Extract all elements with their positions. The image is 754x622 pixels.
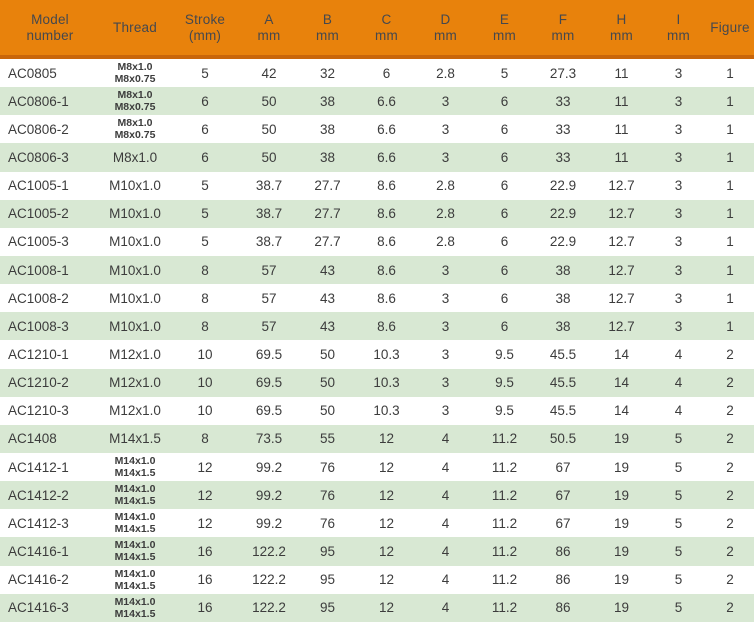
cell-model: AC1008-1 [0,256,100,284]
table-row [0,115,754,143]
cell-a: 73.5 [240,425,298,453]
table-row [0,566,754,594]
cell-i: 3 [651,57,706,87]
cell-figure: 1 [706,115,754,143]
cell-e: 6 [475,284,534,312]
cell-thread: M10x1.0 [100,256,170,284]
cell-b: 95 [298,537,357,565]
cell-figure: 1 [706,284,754,312]
cell-b: 27.7 [298,200,357,228]
table-row [0,509,754,537]
cell-h: 19 [592,537,651,565]
cell-i: 3 [651,312,706,340]
cell-stroke: 6 [170,143,240,171]
cell-b: 55 [298,425,357,453]
cell-i: 3 [651,172,706,200]
table-row [0,256,754,284]
cell-a: 57 [240,312,298,340]
cell-e: 11.2 [475,594,534,622]
table-row [0,537,754,565]
cell-b: 27.7 [298,228,357,256]
cell-model: AC0806-2 [0,115,100,143]
cell-model: AC1005-1 [0,172,100,200]
cell-h: 19 [592,453,651,481]
header-cell-thread: Thread [100,0,170,57]
cell-model: AC1412-3 [0,509,100,537]
table-row [0,57,754,87]
cell-a: 122.2 [240,537,298,565]
cell-stroke: 8 [170,256,240,284]
cell-e: 5 [475,57,534,87]
cell-i: 3 [651,228,706,256]
cell-c: 6.6 [357,115,416,143]
table-row [0,312,754,340]
cell-c: 10.3 [357,369,416,397]
cell-e: 11.2 [475,537,534,565]
cell-e: 6 [475,172,534,200]
cell-thread: M14x1.0 M14x1.5 [100,509,170,537]
cell-f: 33 [534,87,592,115]
cell-model: AC1416-3 [0,594,100,622]
cell-i: 5 [651,537,706,565]
cell-a: 99.2 [240,509,298,537]
cell-thread: M14x1.5 [100,425,170,453]
table-row [0,284,754,312]
cell-stroke: 5 [170,228,240,256]
cell-h: 14 [592,369,651,397]
cell-model: AC1008-2 [0,284,100,312]
cell-figure: 1 [706,172,754,200]
cell-b: 50 [298,340,357,368]
cell-a: 122.2 [240,566,298,594]
table-row [0,425,754,453]
header-cell-f: F mm [534,0,592,57]
cell-d: 4 [416,594,475,622]
cell-a: 69.5 [240,397,298,425]
cell-stroke: 10 [170,369,240,397]
table-row [0,87,754,115]
cell-d: 2.8 [416,200,475,228]
cell-f: 45.5 [534,369,592,397]
cell-thread: M12x1.0 [100,397,170,425]
cell-d: 4 [416,425,475,453]
cell-figure: 1 [706,256,754,284]
cell-c: 12 [357,425,416,453]
cell-thread: M14x1.0 M14x1.5 [100,537,170,565]
cell-figure: 2 [706,481,754,509]
cell-figure: 1 [706,228,754,256]
cell-e: 11.2 [475,566,534,594]
cell-d: 3 [416,256,475,284]
cell-b: 95 [298,594,357,622]
cell-f: 45.5 [534,397,592,425]
cell-a: 38.7 [240,172,298,200]
cell-i: 5 [651,594,706,622]
cell-h: 12.7 [592,312,651,340]
cell-d: 4 [416,453,475,481]
cell-a: 57 [240,256,298,284]
cell-f: 67 [534,453,592,481]
cell-b: 76 [298,509,357,537]
table-body [0,57,754,622]
header-cell-a: A mm [240,0,298,57]
cell-thread: M14x1.0 M14x1.5 [100,453,170,481]
cell-h: 14 [592,397,651,425]
table-row [0,369,754,397]
cell-model: AC1412-1 [0,453,100,481]
cell-d: 4 [416,566,475,594]
cell-f: 33 [534,143,592,171]
cell-figure: 2 [706,425,754,453]
cell-stroke: 5 [170,172,240,200]
cell-model: AC1210-2 [0,369,100,397]
cell-i: 4 [651,369,706,397]
cell-c: 12 [357,537,416,565]
cell-c: 8.6 [357,284,416,312]
header-cell-h: H mm [592,0,651,57]
cell-e: 11.2 [475,509,534,537]
cell-e: 11.2 [475,481,534,509]
cell-e: 11.2 [475,453,534,481]
cell-i: 3 [651,87,706,115]
cell-stroke: 6 [170,115,240,143]
cell-f: 38 [534,256,592,284]
cell-stroke: 5 [170,200,240,228]
cell-i: 3 [651,200,706,228]
header-cell-stroke: Stroke (mm) [170,0,240,57]
cell-c: 6 [357,57,416,87]
cell-model: AC0806-1 [0,87,100,115]
cell-stroke: 16 [170,566,240,594]
cell-e: 6 [475,87,534,115]
cell-i: 5 [651,425,706,453]
cell-d: 4 [416,481,475,509]
cell-model: AC1210-1 [0,340,100,368]
cell-h: 19 [592,566,651,594]
cell-d: 2.8 [416,228,475,256]
cell-b: 43 [298,312,357,340]
cell-f: 22.9 [534,172,592,200]
table-row [0,397,754,425]
table-row [0,200,754,228]
cell-b: 50 [298,397,357,425]
cell-c: 6.6 [357,87,416,115]
cell-a: 69.5 [240,340,298,368]
cell-a: 122.2 [240,594,298,622]
cell-stroke: 10 [170,340,240,368]
cell-d: 3 [416,312,475,340]
cell-thread: M8x1.0 M8x0.75 [100,87,170,115]
cell-f: 86 [534,537,592,565]
cell-figure: 1 [706,312,754,340]
cell-figure: 1 [706,143,754,171]
cell-h: 12.7 [592,228,651,256]
cell-i: 5 [651,566,706,594]
cell-b: 43 [298,284,357,312]
cell-model: AC1416-2 [0,566,100,594]
header-cell-b: B mm [298,0,357,57]
cell-d: 2.8 [416,172,475,200]
cell-model: AC1412-2 [0,481,100,509]
cell-thread: M14x1.0 M14x1.5 [100,566,170,594]
cell-model: AC1005-2 [0,200,100,228]
cell-h: 11 [592,115,651,143]
cell-c: 8.6 [357,228,416,256]
cell-b: 50 [298,369,357,397]
cell-thread: M8x1.0 M8x0.75 [100,115,170,143]
cell-d: 3 [416,284,475,312]
header-cell-figure: Figure [706,0,754,57]
cell-c: 12 [357,594,416,622]
cell-e: 9.5 [475,369,534,397]
cell-h: 11 [592,87,651,115]
cell-i: 4 [651,340,706,368]
cell-e: 9.5 [475,397,534,425]
cell-figure: 1 [706,200,754,228]
cell-e: 9.5 [475,340,534,368]
cell-figure: 2 [706,397,754,425]
cell-e: 6 [475,256,534,284]
cell-c: 12 [357,481,416,509]
cell-thread: M8x1.0 [100,143,170,171]
cell-a: 50 [240,115,298,143]
cell-h: 14 [592,340,651,368]
cell-stroke: 10 [170,397,240,425]
cell-figure: 2 [706,594,754,622]
cell-thread: M10x1.0 [100,284,170,312]
cell-d: 3 [416,115,475,143]
cell-a: 50 [240,143,298,171]
cell-f: 38 [534,312,592,340]
cell-c: 10.3 [357,340,416,368]
cell-figure: 2 [706,369,754,397]
cell-e: 11.2 [475,425,534,453]
cell-figure: 2 [706,566,754,594]
cell-b: 32 [298,57,357,87]
cell-c: 8.6 [357,312,416,340]
cell-d: 3 [416,87,475,115]
table-row [0,340,754,368]
cell-i: 3 [651,143,706,171]
cell-i: 5 [651,509,706,537]
cell-c: 8.6 [357,172,416,200]
cell-stroke: 12 [170,509,240,537]
cell-model: AC1210-3 [0,397,100,425]
cell-b: 95 [298,566,357,594]
cell-stroke: 6 [170,87,240,115]
cell-thread: M12x1.0 [100,340,170,368]
cell-b: 76 [298,453,357,481]
cell-i: 4 [651,397,706,425]
cell-thread: M10x1.0 [100,228,170,256]
table-row [0,228,754,256]
cell-model: AC1008-3 [0,312,100,340]
table-header-row [0,0,754,57]
cell-figure: 2 [706,453,754,481]
table-row [0,453,754,481]
cell-b: 38 [298,143,357,171]
table-header [0,0,754,57]
cell-e: 6 [475,143,534,171]
cell-i: 5 [651,453,706,481]
cell-a: 57 [240,284,298,312]
cell-thread: M10x1.0 [100,312,170,340]
cell-stroke: 12 [170,453,240,481]
cell-h: 12.7 [592,200,651,228]
cell-thread: M14x1.0 M14x1.5 [100,481,170,509]
cell-h: 11 [592,57,651,87]
header-cell-d: D mm [416,0,475,57]
cell-i: 5 [651,481,706,509]
cell-c: 12 [357,453,416,481]
cell-h: 19 [592,509,651,537]
cell-f: 38 [534,284,592,312]
cell-d: 3 [416,340,475,368]
cell-b: 76 [298,481,357,509]
cell-stroke: 8 [170,284,240,312]
cell-a: 99.2 [240,453,298,481]
cell-d: 3 [416,369,475,397]
cell-stroke: 5 [170,57,240,87]
header-cell-e: E mm [475,0,534,57]
cell-i: 3 [651,115,706,143]
cell-c: 12 [357,566,416,594]
cell-figure: 1 [706,87,754,115]
table-row [0,172,754,200]
cell-e: 6 [475,312,534,340]
cell-model: AC1005-3 [0,228,100,256]
cell-d: 2.8 [416,57,475,87]
cell-f: 86 [534,594,592,622]
cell-model: AC0805 [0,57,100,87]
cell-f: 50.5 [534,425,592,453]
cell-model: AC1408 [0,425,100,453]
cell-thread: M12x1.0 [100,369,170,397]
cell-thread: M10x1.0 [100,200,170,228]
cell-figure: 2 [706,537,754,565]
cell-c: 10.3 [357,397,416,425]
cell-h: 12.7 [592,172,651,200]
cell-e: 6 [475,115,534,143]
cell-figure: 2 [706,509,754,537]
cell-a: 38.7 [240,200,298,228]
cell-thread: M14x1.0 M14x1.5 [100,594,170,622]
cell-b: 38 [298,115,357,143]
cell-a: 38.7 [240,228,298,256]
cell-f: 27.3 [534,57,592,87]
cell-figure: 1 [706,57,754,87]
cell-stroke: 12 [170,481,240,509]
cell-e: 6 [475,200,534,228]
cell-f: 22.9 [534,228,592,256]
cell-f: 22.9 [534,200,592,228]
cell-thread: M10x1.0 [100,172,170,200]
cell-a: 50 [240,87,298,115]
cell-b: 27.7 [298,172,357,200]
cell-h: 19 [592,425,651,453]
cell-stroke: 16 [170,537,240,565]
cell-c: 8.6 [357,256,416,284]
header-cell-i: I mm [651,0,706,57]
cell-d: 4 [416,509,475,537]
cell-stroke: 8 [170,425,240,453]
cell-model: AC1416-1 [0,537,100,565]
cell-c: 12 [357,509,416,537]
cell-model: AC0806-3 [0,143,100,171]
cell-a: 69.5 [240,369,298,397]
cell-h: 11 [592,143,651,171]
header-cell-model: Model number [0,0,100,57]
cell-d: 3 [416,397,475,425]
cell-figure: 2 [706,340,754,368]
cell-h: 19 [592,481,651,509]
cell-f: 67 [534,481,592,509]
cell-h: 12.7 [592,256,651,284]
cell-i: 3 [651,284,706,312]
table-row [0,594,754,622]
cell-stroke: 8 [170,312,240,340]
cell-e: 6 [475,228,534,256]
cell-d: 4 [416,537,475,565]
cell-stroke: 16 [170,594,240,622]
cell-thread: M8x1.0 M8x0.75 [100,57,170,87]
cell-d: 3 [416,143,475,171]
cell-c: 8.6 [357,200,416,228]
cell-h: 12.7 [592,284,651,312]
cell-a: 99.2 [240,481,298,509]
header-cell-c: C mm [357,0,416,57]
cell-c: 6.6 [357,143,416,171]
cell-f: 33 [534,115,592,143]
cell-i: 3 [651,256,706,284]
cell-f: 86 [534,566,592,594]
table-row [0,481,754,509]
cell-h: 19 [592,594,651,622]
cell-b: 38 [298,87,357,115]
cell-b: 43 [298,256,357,284]
table-row [0,143,754,171]
cell-f: 67 [534,509,592,537]
cell-f: 45.5 [534,340,592,368]
cell-a: 42 [240,57,298,87]
